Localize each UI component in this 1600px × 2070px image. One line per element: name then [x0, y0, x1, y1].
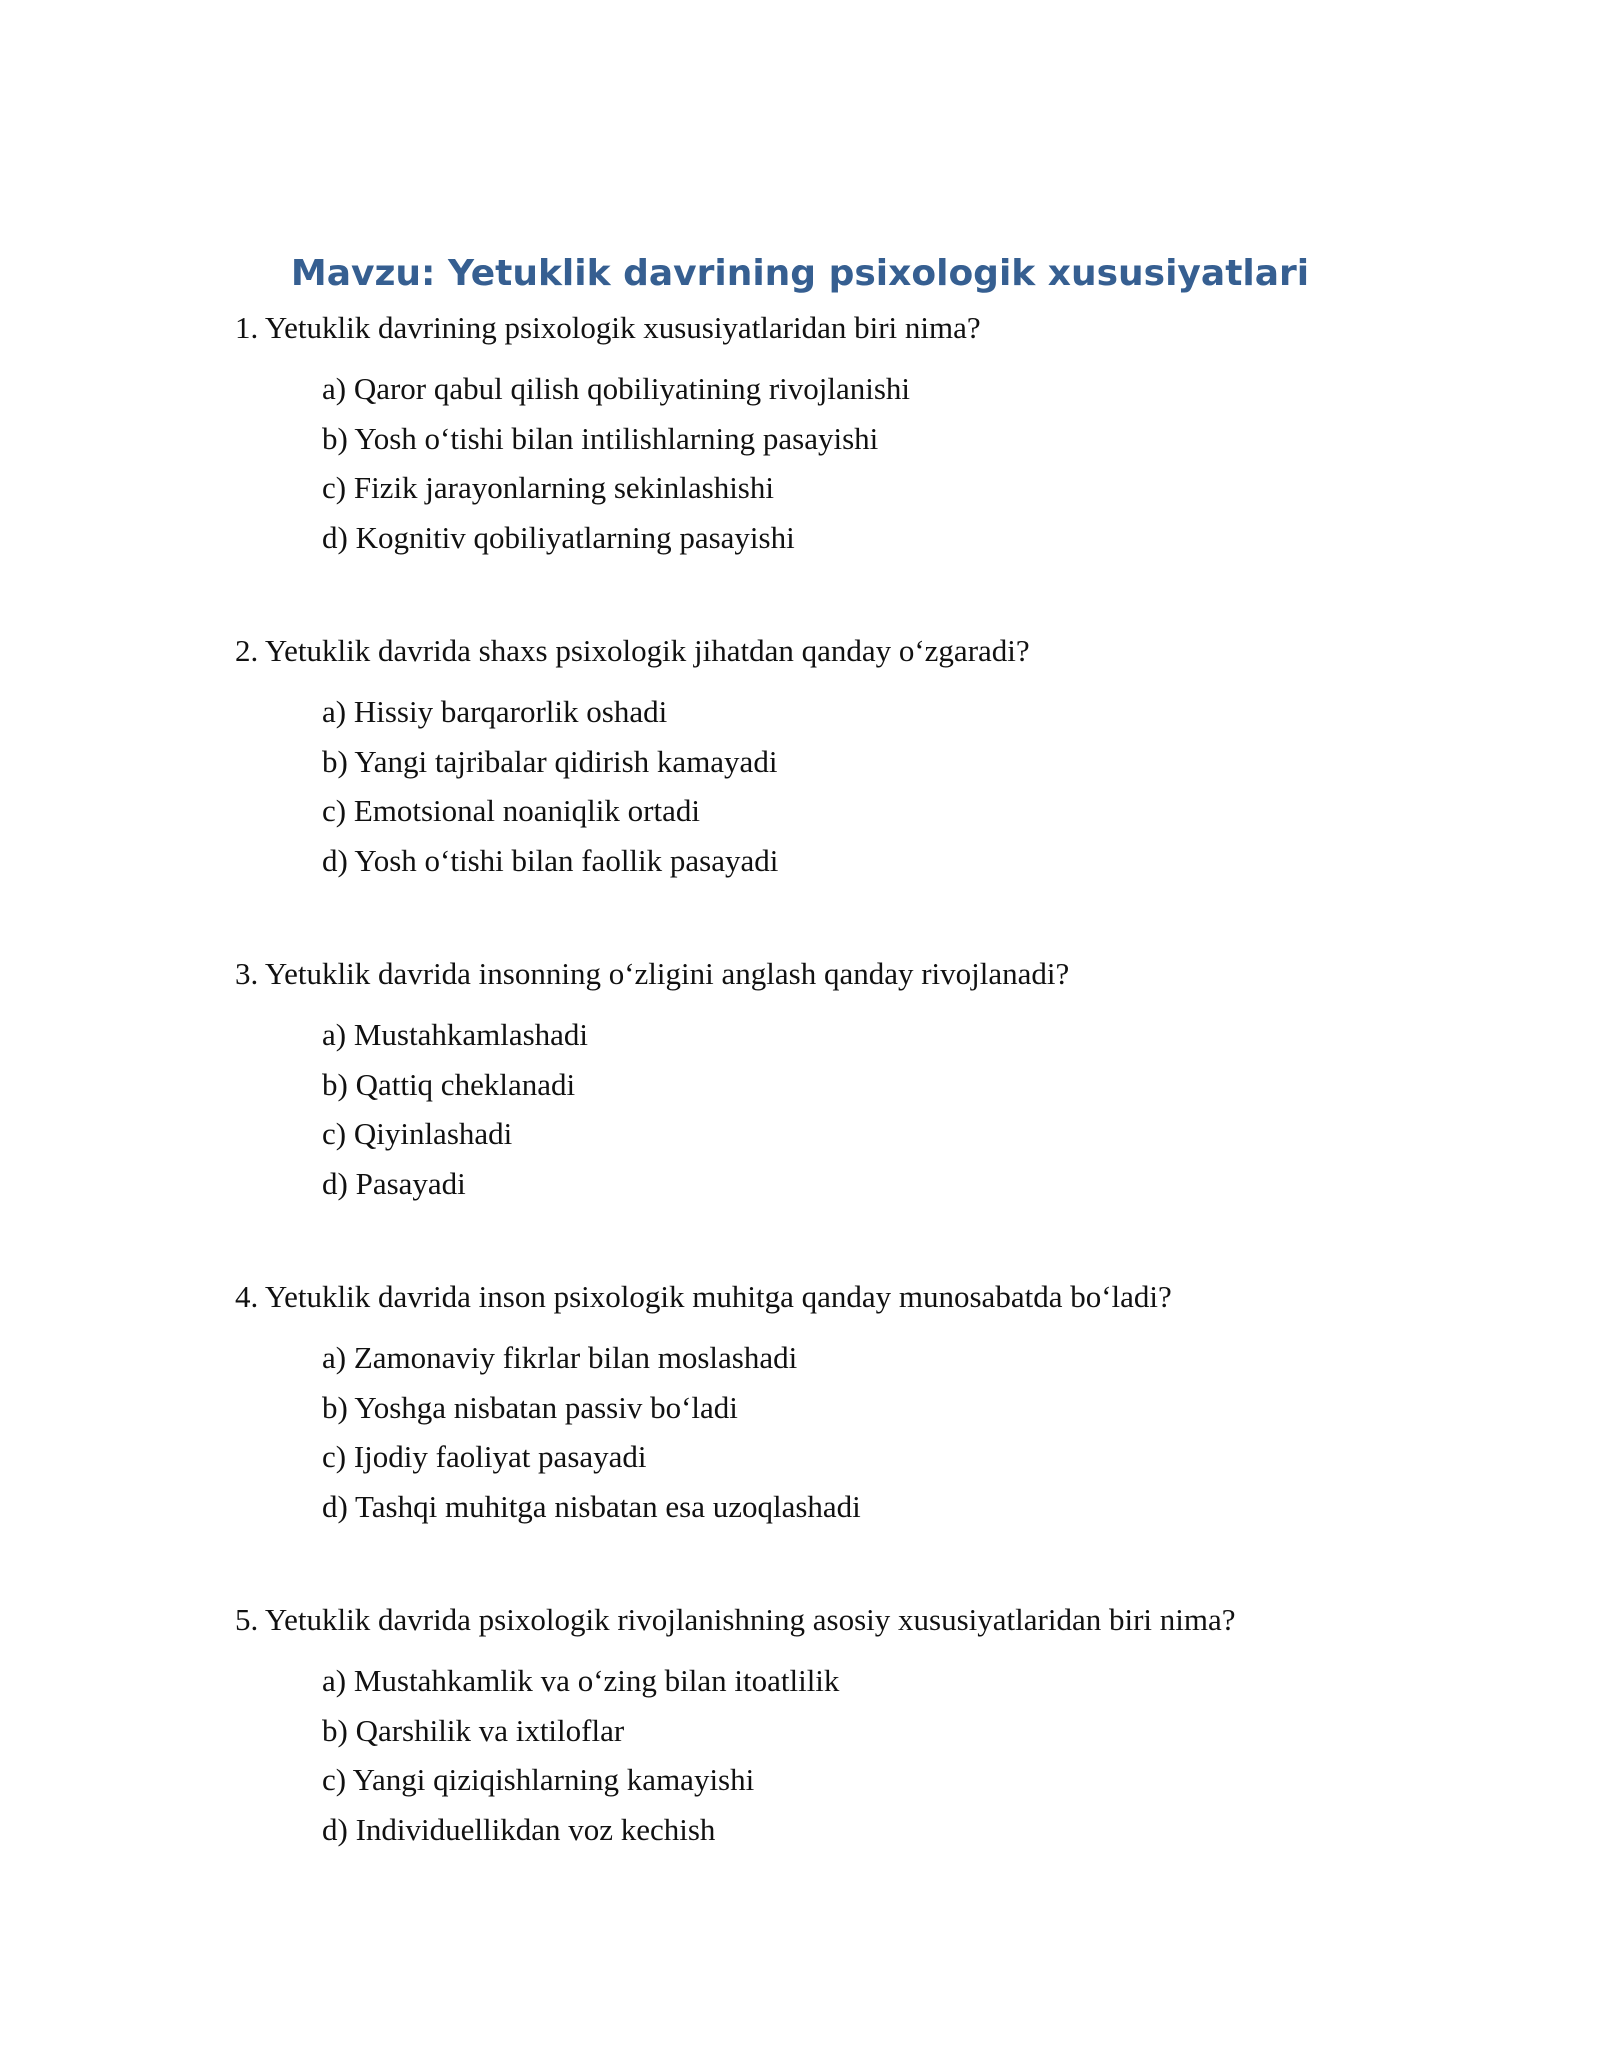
option-c: c) Fizik jarayonlarning sekinlashishi [322, 470, 774, 505]
question-text: 5. Yetuklik davrida psixologik rivojlanishning asosiy xususiyatlaridan biri nima? [235, 1602, 1236, 1637]
question-text: 4. Yetuklik davrida inson psixologik muhitga qanday munosabatda bo‘ladi? [235, 1279, 1172, 1314]
option-d: d) Kognitiv qobiliyatlarning pasayishi [322, 519, 795, 555]
option-b: b) Yosh o‘tishi bilan intilishlarning pasayishi [322, 420, 879, 456]
option-d: d) Pasayadi [322, 1165, 466, 1201]
question-3 [235, 954, 1435, 1208]
option-a: a) Mustahkamlashadi [322, 1017, 589, 1052]
option-d: d) Tashqi muhitga nisbatan esa uzoqlashadi [322, 1488, 861, 1524]
option-c: c) Emotsional noaniqlik ortadi [322, 793, 700, 828]
option-a: a) Zamonaviy fikrlar bilan moslashadi [322, 1340, 798, 1375]
option-list [322, 687, 1435, 885]
option-list [322, 1010, 1435, 1208]
option-a: a) Mustahkamlik va o‘zing bilan itoatlilik [322, 1663, 840, 1698]
question-text: 1. Yetuklik davrining psixologik xususiyatlaridan biri nima? [235, 310, 981, 345]
option-c: c) Ijodiy faoliyat pasayadi [322, 1439, 647, 1474]
option-b: b) Yoshga nisbatan passiv bo‘ladi [322, 1389, 738, 1425]
question-1 [235, 308, 1435, 562]
question-text: 2. Yetuklik davrida shaxs psixologik jihatdan qanday o‘zgaradi? [235, 633, 1030, 668]
option-b: b) Qarshilik va ixtiloflar [322, 1712, 625, 1748]
option-c: c) Yangi qiziqishlarning kamayishi [322, 1762, 755, 1797]
question-text: 3. Yetuklik davrida insonning o‘zligini anglash qanday rivojlanadi? [235, 956, 1070, 991]
option-list [322, 364, 1435, 562]
question-5 [235, 1600, 1435, 1854]
page-title: Mavzu: Yetuklik davrining psixologik xususiyatlari [290, 253, 1310, 294]
option-b: b) Qattiq cheklanadi [322, 1066, 576, 1102]
option-a: a) Hissiy barqarorlik oshadi [322, 694, 668, 729]
option-b: b) Yangi tajribalar qidirish kamayadi [322, 743, 778, 779]
option-d: d) Individuellikdan voz kechish [322, 1811, 716, 1847]
option-list [322, 1656, 1435, 1854]
option-d: d) Yosh o‘tishi bilan faollik pasayadi [322, 842, 779, 878]
question-2 [235, 631, 1435, 885]
option-a: a) Qaror qabul qilish qobiliyatining rivojlanishi [322, 371, 911, 406]
question-4 [235, 1277, 1435, 1531]
option-c: c) Qiyinlashadi [322, 1116, 513, 1151]
option-list [322, 1333, 1435, 1531]
